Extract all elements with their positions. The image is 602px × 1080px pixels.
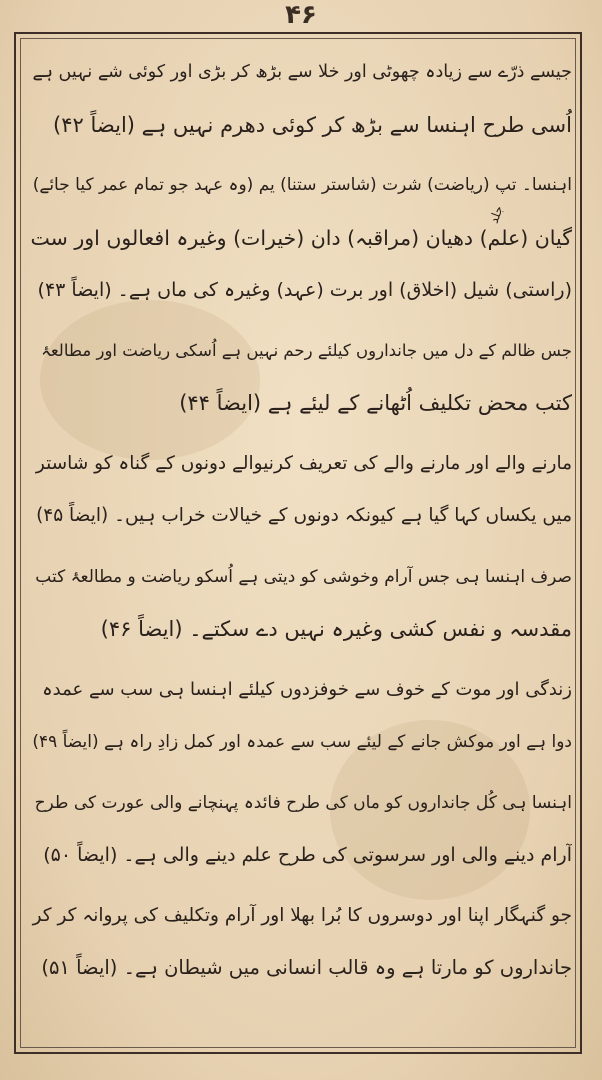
- text-line: دوا ہے اور موکش جانے کے لیئے سب سے عمدہ اور کمل زادِ راہ ہے (ایضاً ۴۹): [32, 732, 572, 752]
- handwritten-margin-note: جلد: [486, 203, 506, 226]
- text-line: جانداروں کو مارتا ہے وہ قالب انسانی میں شیطان ہے۔ (ایضاً ۵۱): [41, 956, 572, 979]
- page-text: [30, 46, 572, 995]
- text-line: گیان (علم) دھیان (مراقبہ) دان (خیرات) وغیرہ افعالوں اور ست: [30, 225, 572, 250]
- text-line: اُسی طرح اہنسا سے بڑھ کر کوئی دھرم نہیں ہے (ایضاً ۴۲): [53, 112, 572, 137]
- text-line: صرف اہنسا ہی جس آرام وخوشی کو دیتی ہے اُسکو ریاضت و مطالعۂ کتب: [35, 566, 572, 587]
- text-line: جو گنہگار اپنا اور دوسروں کا بُرا بھلا اور آرام وتکلیف کی پروانہ کر کر: [32, 904, 572, 926]
- text-line: (راستی) شیل (اخلاق) اور برت (عہد) وغیرہ کی ماں ہے۔ (ایضاً ۴۳): [37, 279, 572, 301]
- text-line: جس ظالم کے دل میں جانداروں کیلئے رحم نہیں ہے اُسکی ریاضت اور مطالعۂ: [41, 340, 572, 360]
- text-line: آرام دینے والی اور سرسوتی کی طرح علم دینے والی ہے۔ (ایضاً ۵۰): [43, 844, 572, 866]
- text-line: میں یکساں کہا گیا ہے کیونکہ دونوں کے خیالات خراب ہیں۔ (ایضاً ۴۵): [36, 505, 572, 526]
- text-line: جیسے ذرّے سے زیادہ چھوٹی اور خلا سے بڑھ کر بڑی اور کوئی شے نہیں ہے: [32, 62, 572, 82]
- text-line: مارنے والے اور مارنے والے کی تعریف کرنیوالے دونوں کے گناہ کو شاستر: [35, 452, 572, 474]
- text-line: اہنسا۔ تپ (ریاضت) شرت (شاستر ستنا) یم (وہ عہد جو تمام عمر کیا جائے): [32, 175, 572, 195]
- text-line: کتب محض تکلیف اُٹھانے کے لیئے ہے (ایضاً ۴۴): [179, 391, 572, 415]
- text-line: مقدسہ و نفس کشی وغیرہ نہیں دے سکتے۔ (ایضاً ۴۶): [100, 617, 572, 641]
- page-number: ۴۶: [285, 0, 317, 30]
- text-line: اہنسا ہی کُل جانداروں کو ماں کی طرح فائدہ پہنچانے والی عورت کی طرح: [34, 792, 572, 813]
- text-line: زندگی اور موت کے خوف سے خوفزدوں کیلئے اہنسا ہی سب سے عمدہ: [42, 678, 572, 700]
